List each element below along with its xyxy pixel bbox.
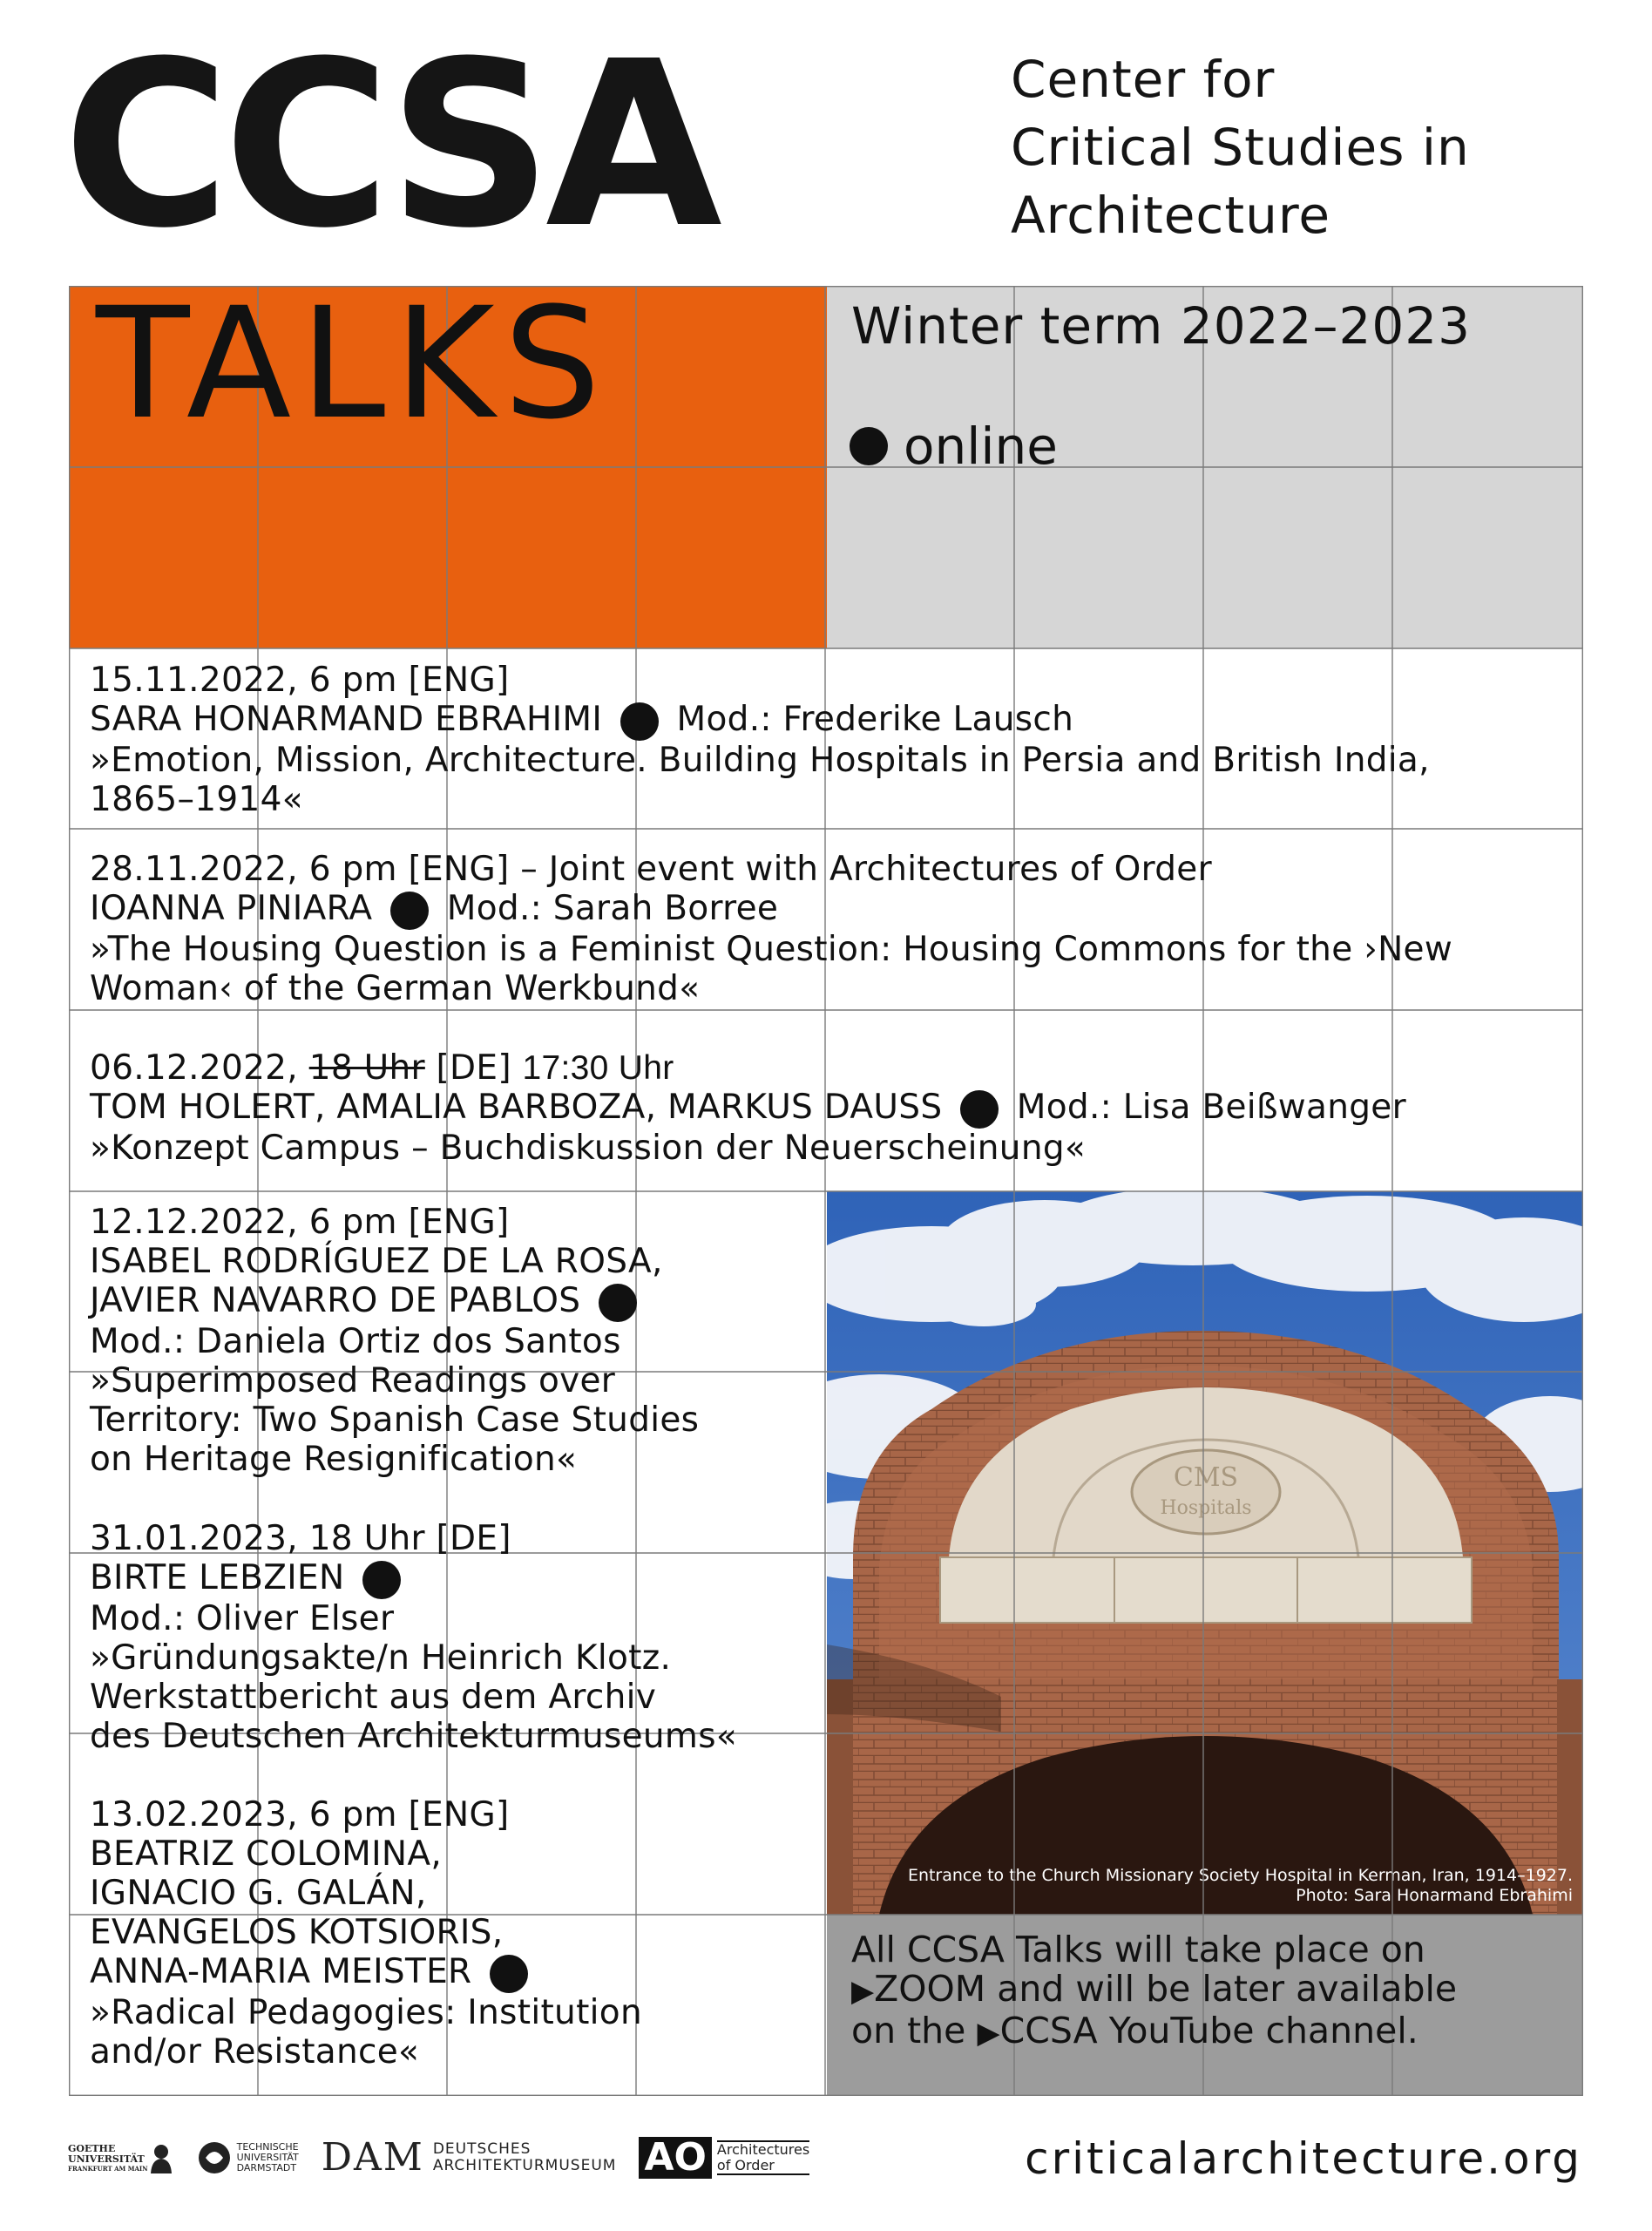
event-title: Woman‹ of the German Werkbund« <box>90 968 701 1008</box>
event-moderator: Mod.: Sarah Borree <box>446 889 779 928</box>
bullet-dot-icon <box>620 702 659 741</box>
event-moderator: Mod.: Oliver Elser <box>90 1598 395 1638</box>
zoom-link[interactable]: ZOOM and will be later available <box>874 1968 1458 2010</box>
bullet-dot-icon <box>599 1284 637 1322</box>
event-speakers: BIRTE LEBZIEN <box>90 1558 345 1597</box>
ao-logo-letters: AO <box>639 2137 711 2179</box>
event-speakers-line <box>90 1952 642 1993</box>
sign-text: CMS <box>1173 1462 1239 1493</box>
dam-logo-text: DEUTSCHES <box>432 2140 531 2158</box>
triangle-arrow-icon: ▶ <box>851 1974 875 2009</box>
event-5 <box>90 1519 737 1756</box>
event-title: on Heritage Resignification« <box>90 1439 578 1479</box>
caption-line: Entrance to the Church Missionary Society Hospital in Kerman, Iran, 1914–1927. <box>907 1866 1573 1885</box>
event-2 <box>90 850 1452 1008</box>
event-speakers-line <box>90 1088 1406 1129</box>
online-text: online <box>904 417 1058 476</box>
online-label <box>850 417 1058 476</box>
event-speakers: BEATRIZ COLOMINA, <box>90 1834 443 1874</box>
event-date: 15.11.2022, 6 pm [ENG] <box>90 661 510 700</box>
info-line <box>851 1970 1457 2011</box>
event-title: Territory: Two Spanish Case Studies <box>90 1400 700 1440</box>
partner-logos <box>68 2133 832 2182</box>
dam-logo <box>321 2135 617 2180</box>
goethe-portrait-icon <box>148 2142 174 2173</box>
event-speakers-line <box>90 700 1430 741</box>
term-label: Winter term 2022–2023 <box>851 296 1472 356</box>
event-speakers-line <box>90 1281 699 1322</box>
website-url[interactable]: criticalarchitecture.org <box>1025 2133 1582 2184</box>
event-6 <box>90 1795 642 2072</box>
tu-logo-text: TECHNISCHE <box>236 2141 299 2153</box>
event-date-language: [DE] <box>436 1048 511 1088</box>
event-speakers: JAVIER NAVARRO DE PABLOS <box>90 1281 581 1320</box>
event-title: Werkstattbericht aus dem Archiv <box>90 1677 657 1717</box>
event-date-prefix: 06.12.2022, <box>90 1048 298 1088</box>
bullet-dot-icon <box>390 892 429 930</box>
hospital-entrance-photo <box>827 1191 1583 1915</box>
event-title: »Konzept Campus – Buchdiskussion der Neuerscheinung« <box>90 1128 1087 1168</box>
dam-logo-letters: DAM <box>321 2135 424 2180</box>
event-date-cancelled: 18 Uhr <box>308 1048 425 1088</box>
event-3 <box>90 1048 1406 1168</box>
architectures-of-order-logo <box>639 2137 809 2179</box>
tu-logo-text: DARMSTADT <box>236 2162 297 2173</box>
info-line <box>851 2011 1457 2053</box>
goethe-university-logo <box>68 2142 174 2173</box>
event-moderator: Mod.: Frederike Lausch <box>676 700 1074 739</box>
event-4 <box>90 1203 699 1479</box>
center-name-line: Architecture <box>1011 186 1331 245</box>
sign-text: Hospitals <box>1160 1497 1252 1519</box>
info-line-prefix: on the <box>851 2010 966 2051</box>
bullet-dot-icon <box>960 1090 999 1129</box>
dam-logo-text: ARCHITEKTURMUSEUM <box>432 2157 617 2174</box>
goethe-logo-text: GOETHE <box>68 2142 116 2154</box>
event-title: and/or Resistance« <box>90 2031 420 2072</box>
center-name <box>1011 45 1470 249</box>
ao-logo-text: of Order <box>716 2157 775 2173</box>
ccsa-logo: CCSA <box>63 12 715 278</box>
event-date: 12.12.2022, 6 pm [ENG] <box>90 1203 510 1242</box>
bullet-dot-icon <box>362 1561 401 1599</box>
caption-line: Photo: Sara Honarmand Ebrahimi <box>1296 1886 1573 1905</box>
event-date: 13.02.2023, 6 pm [ENG] <box>90 1795 510 1834</box>
event-moderator: Mod.: Daniela Ortiz dos Santos <box>90 1321 621 1361</box>
bullet-dot-icon <box>490 1955 528 1993</box>
event-title: »Superimposed Readings over <box>90 1360 616 1400</box>
event-speakers: EVANGELOS KOTSIORIS, <box>90 1913 504 1952</box>
photo-illustration <box>827 1191 1583 1915</box>
event-speakers-line <box>90 889 1452 930</box>
bullet-dot-icon <box>850 427 888 465</box>
event-date: 31.01.2023, 18 Uhr [DE] <box>90 1519 511 1558</box>
photo-caption <box>908 1866 1573 1906</box>
event-title: »Emotion, Mission, Architecture. Building Hospitals in Persia and British India, <box>90 740 1430 780</box>
event-title: »Gründungsakte/n Heinrich Klotz. <box>90 1638 672 1678</box>
center-name-line: Critical Studies in <box>1011 118 1470 177</box>
event-speakers: IGNACIO G. GALÁN, <box>90 1874 427 1913</box>
ao-logo-text: Architectures <box>716 2141 810 2158</box>
event-1 <box>90 661 1430 819</box>
info-text <box>851 1930 1457 2053</box>
event-date <box>90 1048 1406 1088</box>
event-speakers: IOANNA PINIARA <box>90 889 373 928</box>
tu-darmstadt-logo <box>197 2140 299 2175</box>
event-date: 28.11.2022, 6 pm [ENG] – Joint event with Architectures of Order <box>90 850 1212 889</box>
tu-darmstadt-emblem-icon <box>197 2140 232 2175</box>
info-line: All CCSA Talks will take place on <box>851 1929 1425 1970</box>
triangle-arrow-icon: ▶ <box>977 2016 1000 2051</box>
event-title: 1865–1914« <box>90 779 303 819</box>
event-speakers-line <box>90 1558 737 1599</box>
goethe-logo-text: FRANKFURT AM MAIN <box>68 2164 148 2173</box>
event-title: »Radical Pedagogies: Institution <box>90 1992 642 2032</box>
event-speakers: SARA HONARMAND EBRAHIMI <box>90 700 603 739</box>
youtube-link[interactable]: CCSA YouTube channel. <box>999 2010 1418 2051</box>
event-moderator: Mod.: Lisa Beißwanger <box>1016 1088 1406 1127</box>
event-title: »The Housing Question is a Feminist Question: Housing Commons for the ›New <box>90 929 1453 969</box>
center-name-line: Center for <box>1011 50 1276 109</box>
talks-title: TALKS <box>96 275 610 453</box>
tu-logo-text: UNIVERSITÄT <box>236 2152 299 2163</box>
goethe-logo-text: UNIVERSITÄT <box>68 2153 145 2165</box>
event-speakers: ANNA-MARIA MEISTER <box>90 1952 472 1991</box>
event-date-new-time: 17:30 Uhr <box>522 1049 674 1087</box>
event-speakers: TOM HOLERT, AMALIA BARBOZA, MARKUS DAUSS <box>90 1088 943 1127</box>
event-speakers: ISABEL RODRÍGUEZ DE LA ROSA, <box>90 1242 663 1281</box>
event-title: des Deutschen Architekturmuseums« <box>90 1716 737 1756</box>
